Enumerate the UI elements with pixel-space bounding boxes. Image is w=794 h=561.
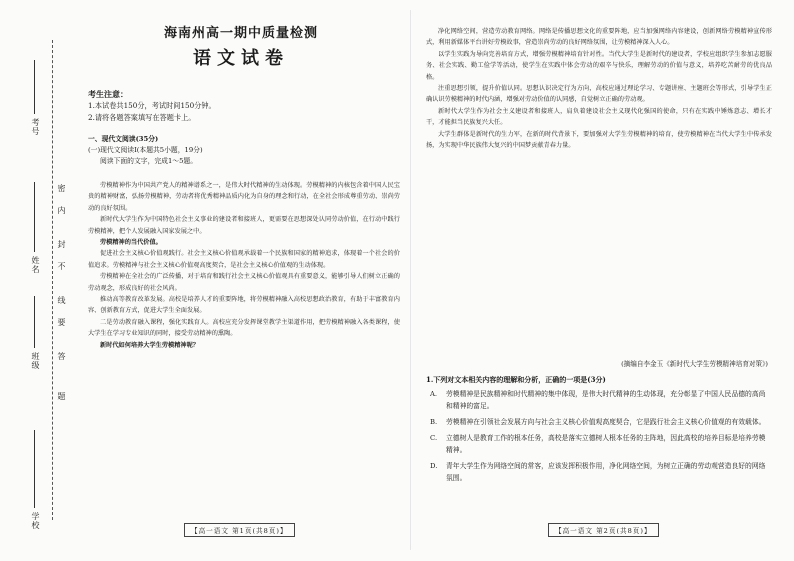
option-a [430, 388, 770, 412]
passage-paragraph: 净化网络空间，营造劳动教育网络。网络是传播思想文化的重要阵地，应当加强网络内容建设，创新网络劳模精神宣传形式，利用新媒体平台讲好劳模故事，营造崇尚劳动的良好网络氛围，让劳模精神深入人心。 [426, 28, 772, 47]
option-text: 立德树人是教育工作的根本任务，高校是落实立德树人根本任务的主阵地，因此高校的培养目标是培养劳模精神。 [446, 434, 766, 454]
seal-line [52, 40, 53, 520]
seal-word: 线 [57, 296, 66, 305]
passage-paragraph: 新时代大学生作为中国特色社会主义事业的建设者和接班人，更需要在思想深处认同劳动价值，在行动中践行劳模精神，把个人发展融入国家发展之中。 [88, 216, 400, 235]
note-item: 1.本试卷共150分，考试时间150分钟。 [88, 101, 216, 110]
section-instruction: 阅读下面的文字，完成1～5题。 [100, 157, 198, 165]
reading-passage-continued [426, 26, 772, 346]
note-item: 2.请将各题答案填写在答题卡上。 [88, 113, 196, 122]
option-text: 劳模精神在引领社会发展方向与社会主义核心价值观高度契合，它是践行社会主义核心价值观的有效载体。 [446, 418, 766, 426]
margin-label-exam-number: 考号 [31, 118, 40, 136]
notes-heading: 考生注意： [88, 89, 128, 99]
seal-word: 密 [57, 184, 66, 193]
passage-paragraph: 劳模精神在全社会的广泛传播，对于培育和践行社会主义核心价值观具有重要意义，能够引导人们树立正确的劳动观念，形成良好的社会风尚。 [88, 273, 400, 292]
section-title: 一、现代文阅读(35分) [88, 135, 159, 143]
answer-options [430, 388, 770, 488]
passage-paragraph: 促进社会主义核心价值观践行。社会主义核心价值观承载着一个民族和国家的精神追求，体现着一个社会的价值追求。劳模精神与社会主义核心价值观高度契合，是社会主义核心价值观的生动体现。 [88, 250, 400, 269]
column-divider [410, 10, 411, 550]
binding-margin [0, 0, 72, 561]
page-2 [422, 0, 774, 561]
exam-title: 海南州高一期中质量检测 [163, 26, 318, 41]
passage-paragraph: 二是劳动教育融入课程，强化实践育人。高校应充分发挥课堂教学主渠道作用，把劳模精神融入各类课程，使大学生在学习专业知识的同时，接受劳动精神的熏陶。 [88, 318, 400, 338]
fill-rule [34, 430, 35, 508]
fill-rule [34, 296, 35, 348]
option-text: 青年大学生作为网络空间的常客，应该发挥积极作用，净化网络空间，为树立正确的劳动观营造良好的网络氛围。 [446, 462, 766, 482]
option-key: C. [430, 434, 438, 442]
page-footer: 【高一语文 第2页(共8页)】 [548, 523, 659, 537]
seal-word: 要 [57, 318, 66, 327]
option-key: A. [430, 390, 438, 398]
passage-subheading: 新时代如何培养大学生劳模精神呢？ [100, 341, 199, 349]
option-c [430, 432, 770, 456]
passage-paragraph: 注重思想引领，提升价值认同。思想认识决定行为方向，高校应通过理论学习、专题讲座、主题班会等形式，引导学生正确认识劳模精神的时代内涵，增强对劳动价值的认同感，自觉树立正确的劳动观。 [426, 85, 772, 104]
passage-paragraph: 新时代大学生作为社会主义建设者和接班人，肩负着建设社会主义现代化强国的使命，只有在实践中锤炼意志、增长才干，才能担当民族复兴大任。 [426, 107, 772, 127]
passage-paragraph: 大学生群体是新时代的生力军，在新的时代背景下，要加强对大学生劳模精神的培育，使劳模精神在当代大学生中传承发扬，为实现中华民族伟大复兴的中国梦贡献青春力量。 [426, 130, 772, 150]
option-key: D. [430, 462, 438, 470]
seal-word: 题 [57, 392, 66, 401]
passage-subheading: 劳模精神的当代价值。 [100, 239, 162, 247]
seal-word: 不 [57, 262, 66, 271]
margin-label-class: 班级 [31, 352, 40, 370]
seal-word: 内 [57, 206, 66, 215]
section-subtitle: (一)现代文阅读Ⅰ(本题共5小题，19分) [88, 146, 203, 154]
fill-rule [34, 182, 35, 252]
candidate-notes [88, 88, 398, 124]
passage-paragraph: 劳模精神作为中国共产党人的精神谱系之一，是伟大时代精神的生动体现。劳模精神的内核包含着中国人民宝贵的精神财富，弘扬劳模精神，劳动者将优秀精神品质内化为自身的理念和行动，在全社会形成尊重劳动、崇尚劳动的良好氛围。 [88, 182, 400, 212]
margin-label-school: 学校 [31, 512, 40, 530]
section-heading [88, 134, 400, 167]
seal-word: 答 [57, 352, 66, 361]
option-text: 劳模精神是民族精神和时代精神的集中体现，是伟大时代精神的生动体现，充分彰显了中国人民品德的高尚和精神的富足。 [446, 390, 766, 410]
option-d [430, 460, 770, 484]
option-key: B. [430, 418, 438, 426]
passage-paragraph: 推动高等教育改革发展。高校是培养人才的重要阵地，将劳模精神融入高校思想政治教育，有助于丰富教育内容、创新教育方式，促进大学生全面发展。 [88, 296, 400, 315]
passage-paragraph: 以学生实践为导向完善培育方式，增强劳模精神培育针对性。当代大学生是新时代的建设者，学校应组织学生参加志愿服务、社会实践、勤工俭学等活动，使学生在实践中体会劳动的艰辛与快乐，理解劳动的价值与意义，培养吃苦耐劳的优良品格。 [426, 50, 772, 81]
subject-title: 语文试卷 [193, 48, 289, 69]
reading-passage [88, 180, 400, 490]
page-footer: 【高一语文 第1页(共8页)】 [184, 523, 295, 537]
fill-rule [34, 60, 35, 114]
option-b [430, 416, 770, 428]
page-1 [80, 0, 402, 561]
question-stem: 1.下列对文本相关内容的理解和分析，正确的一项是(3分) [426, 375, 606, 384]
passage-source: (摘编自李金玉《新时代大学生劳模精神培育对策》) [621, 360, 768, 368]
seal-word: 封 [57, 240, 66, 249]
margin-label-name: 姓名 [31, 256, 40, 274]
